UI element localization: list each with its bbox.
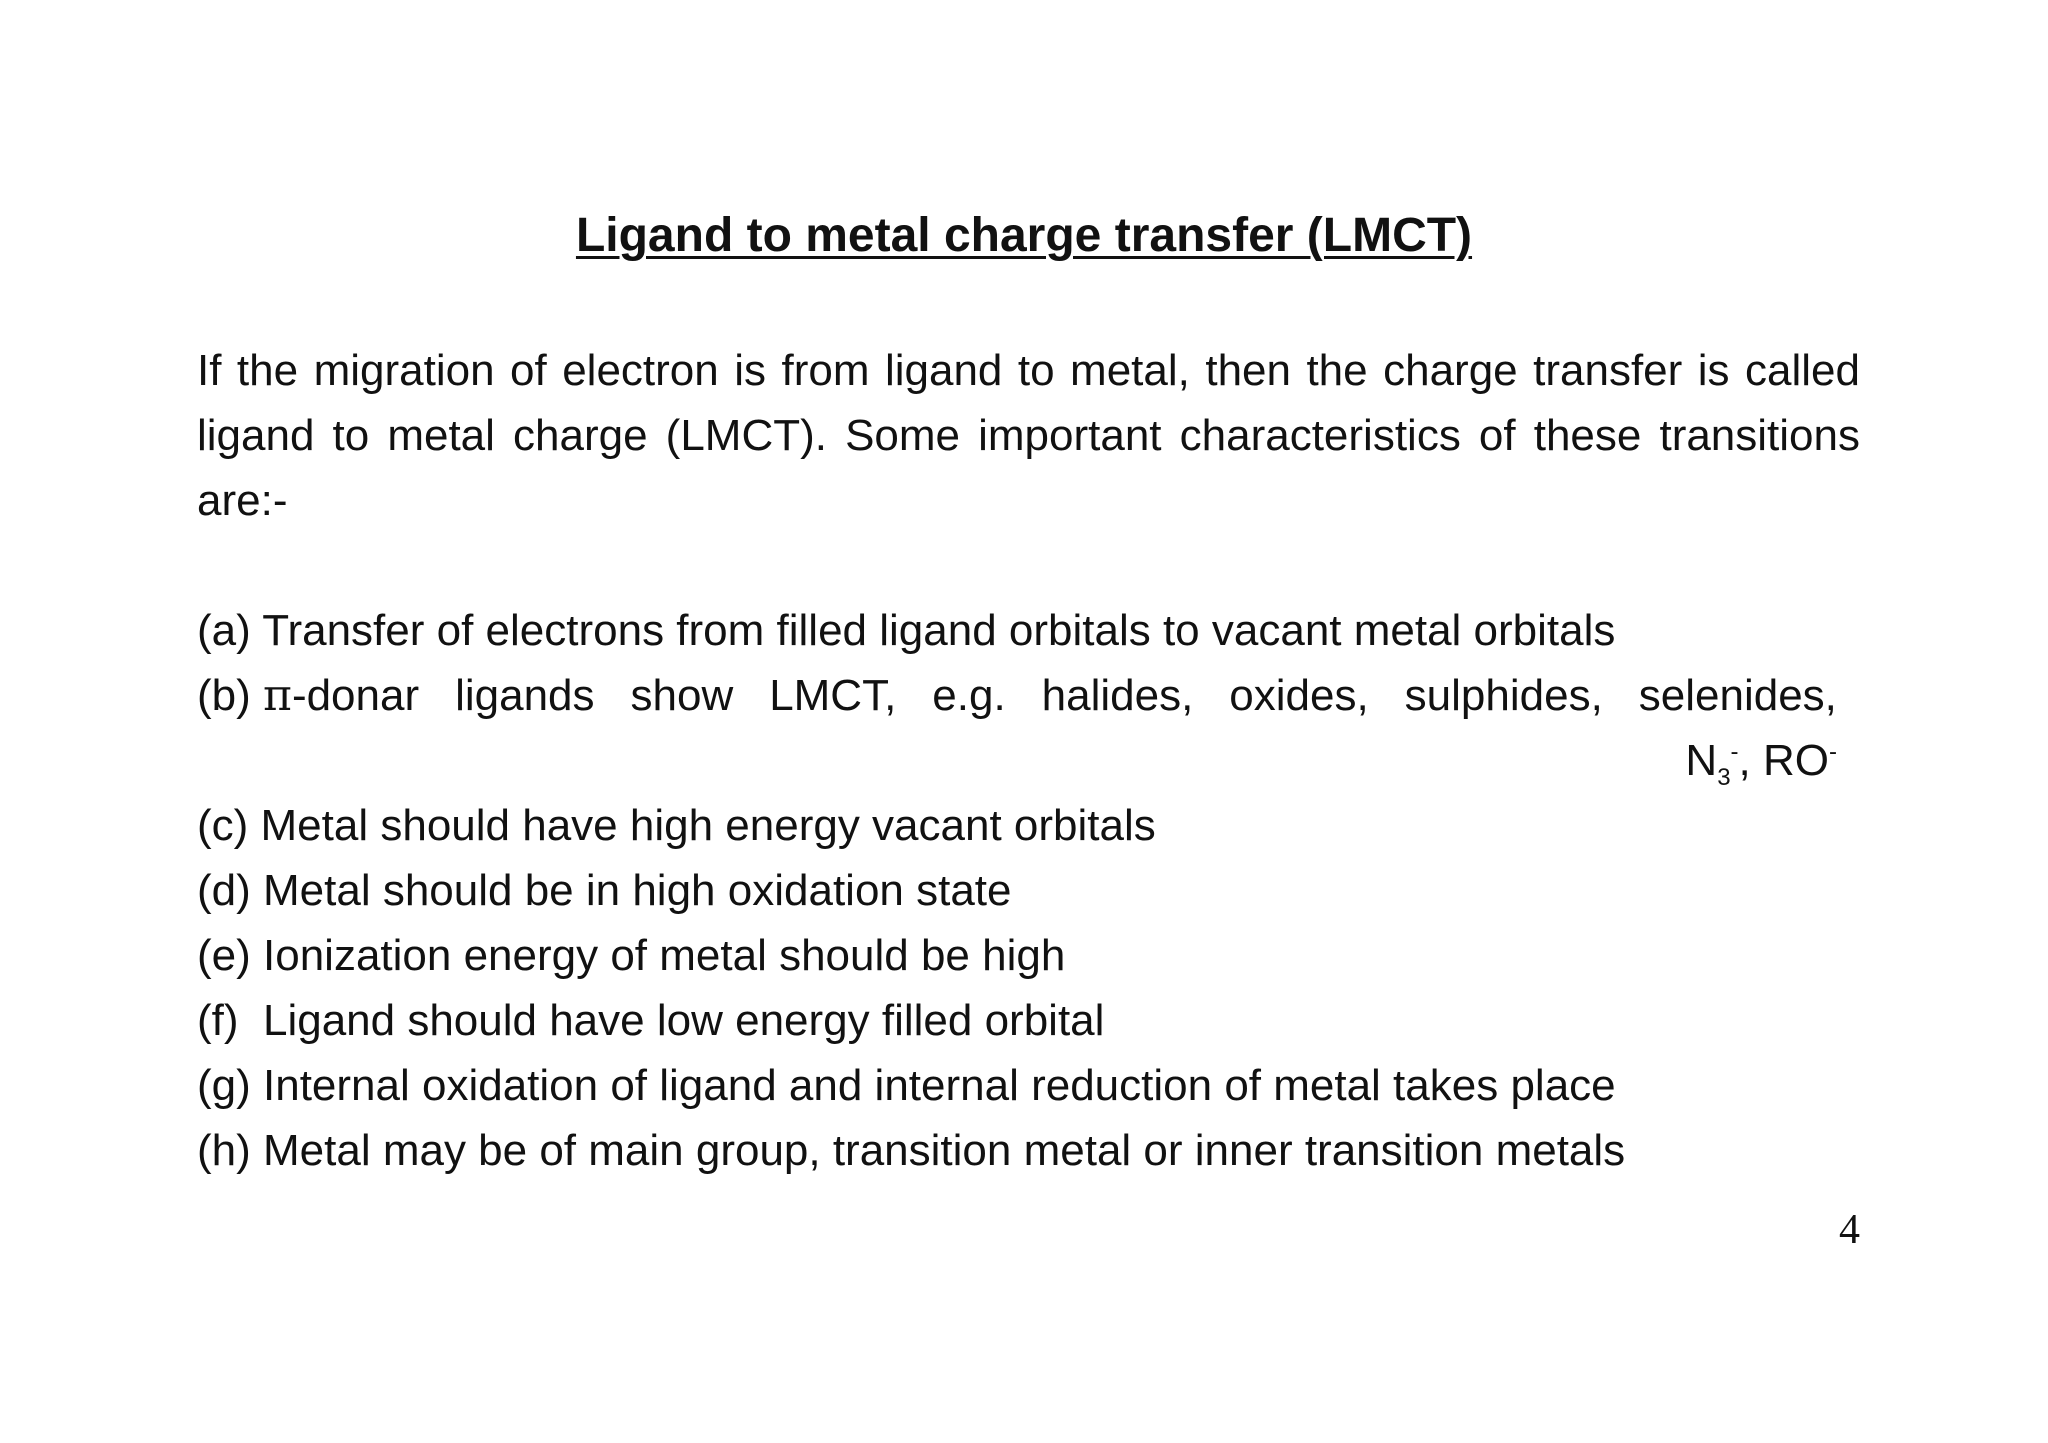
list-item-b-word: LMCT, <box>769 671 897 720</box>
list-item-b-word: halides, <box>1041 671 1194 720</box>
list-item-f: (f) Ligand should have low energy filled orbital <box>197 996 1105 1045</box>
list-item-b-word: show <box>630 671 734 720</box>
list-item-a: (a) Transfer of electrons from filled ligand orbitals to vacant metal orbitals <box>197 606 1616 655</box>
page-number: 4 <box>1839 1207 1860 1253</box>
list-item-b <box>197 663 1837 728</box>
alkoxide-formula: , RO- <box>1738 736 1837 785</box>
list-item-b-word: selenides, <box>1638 671 1837 720</box>
list-item-b-word: oxides, <box>1229 671 1369 720</box>
list-item-b-word: e.g. <box>932 671 1006 720</box>
list-item-b-word: ligands <box>455 671 595 720</box>
intro-paragraph: If the migration of electron is from ligand to metal, then the charge transfer is called ligand to metal charge (LMCT). Some important characteristics of these transitions are:- <box>197 346 1860 525</box>
list-item-g: (g) Internal oxidation of ligand and internal reduction of metal takes place <box>197 1061 1616 1110</box>
list-item-b-label-pi: (b) π-donar <box>197 670 420 721</box>
azide-formula: $N_3^-$ <box>1685 736 1739 791</box>
list-item-c: (c) Metal should have high energy vacant orbitals <box>197 801 1156 850</box>
characteristics-list <box>197 598 1860 1183</box>
list-item-b-continuation <box>197 728 1837 793</box>
slide-title <box>0 206 2048 266</box>
list-item-h: (h) Metal may be of main group, transition metal or inner transition metals <box>197 1126 1626 1175</box>
pi-symbol: π <box>263 670 292 721</box>
list-item-e: (e) Ionization energy of metal should be high <box>197 931 1066 980</box>
list-item-d: (d) Metal should be in high oxidation state <box>197 866 1012 915</box>
slide-title-text: Ligand to metal charge transfer (LMCT) <box>575 209 1473 262</box>
list-item-b-word: sulphides, <box>1404 671 1603 720</box>
